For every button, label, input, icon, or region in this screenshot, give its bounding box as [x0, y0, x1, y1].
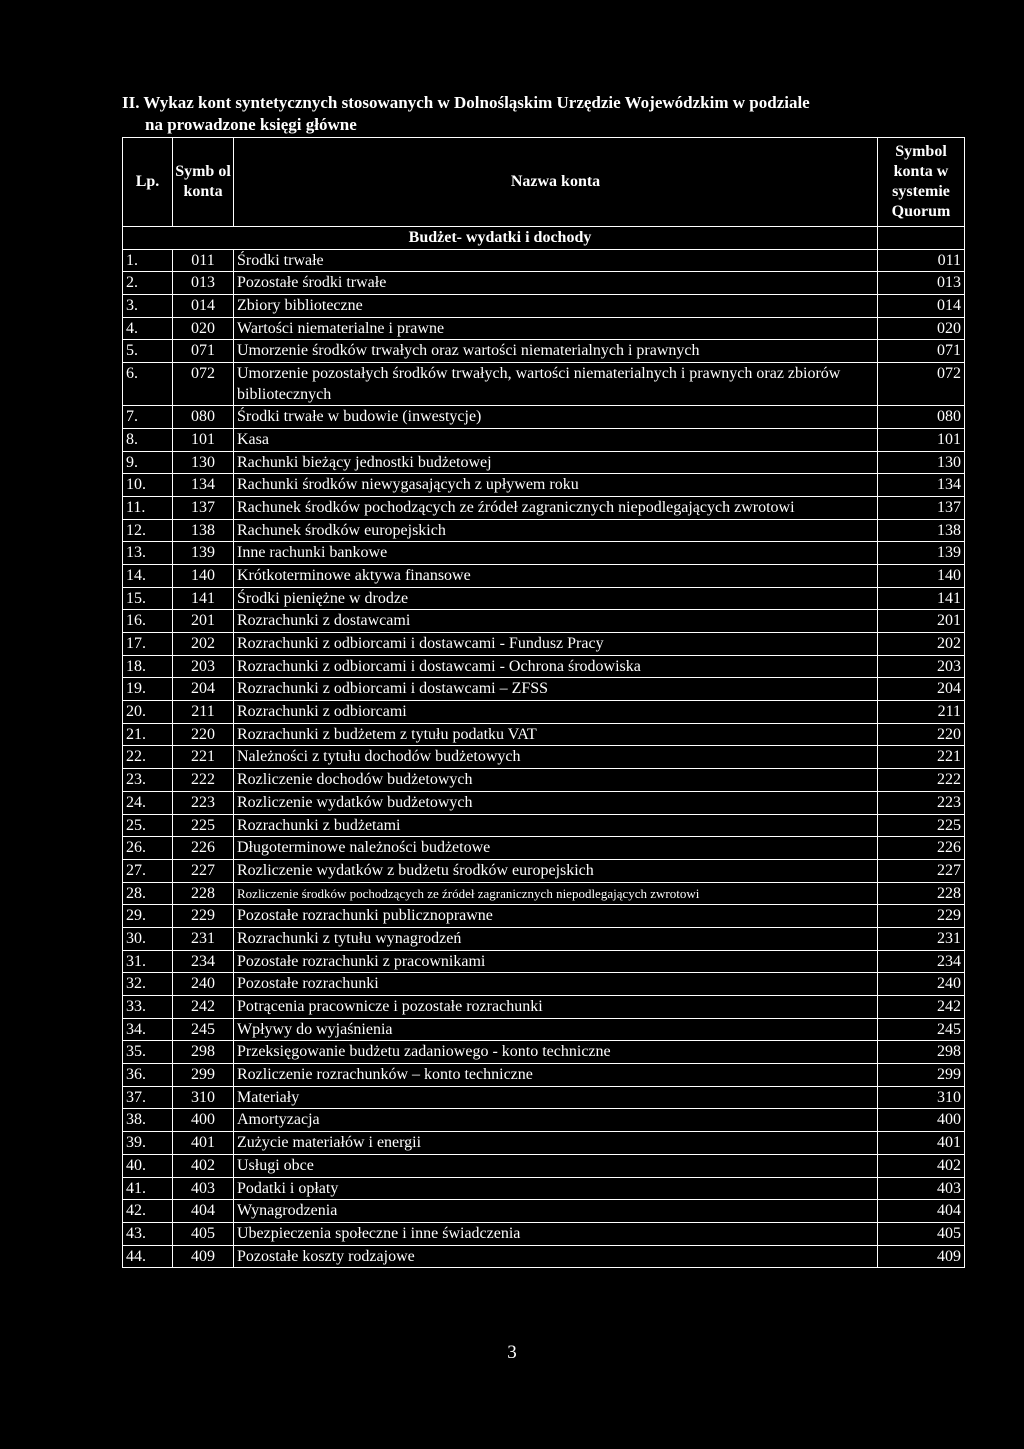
table-row — [123, 1109, 965, 1132]
table-row — [123, 905, 965, 928]
table-header-row — [123, 138, 965, 227]
row-symbol: 225 — [173, 814, 234, 837]
row-quorum-symbol: 310 — [878, 1086, 965, 1109]
row-name: Rachunki bieżący jednostki budżetowej — [234, 451, 878, 474]
table-row — [123, 610, 965, 633]
row-name: Rozliczenie wydatków budżetowych — [234, 791, 878, 814]
table-row — [123, 564, 965, 587]
table-row — [123, 723, 965, 746]
table-row — [123, 428, 965, 451]
table-row — [123, 542, 965, 565]
table-row — [123, 363, 965, 406]
row-symbol: 240 — [173, 973, 234, 996]
row-quorum-symbol: 013 — [878, 272, 965, 295]
row-symbol: 101 — [173, 428, 234, 451]
row-name: Rachunki środków niewygasających z upływem roku — [234, 474, 878, 497]
row-lp: 8. — [123, 428, 173, 451]
row-symbol: 242 — [173, 996, 234, 1019]
row-quorum-symbol: 141 — [878, 587, 965, 610]
row-name: Długoterminowe należności budżetowe — [234, 837, 878, 860]
row-lp: 11. — [123, 496, 173, 519]
row-name: Środki trwałe w budowie (inwestycje) — [234, 406, 878, 429]
row-symbol: 137 — [173, 496, 234, 519]
row-quorum-symbol: 402 — [878, 1154, 965, 1177]
row-quorum-symbol: 225 — [878, 814, 965, 837]
row-symbol: 404 — [173, 1200, 234, 1223]
row-name: Pozostałe rozrachunki publicznoprawne — [234, 905, 878, 928]
table-row — [123, 633, 965, 656]
row-symbol: 080 — [173, 406, 234, 429]
row-lp: 20. — [123, 701, 173, 724]
row-symbol: 229 — [173, 905, 234, 928]
row-lp: 35. — [123, 1041, 173, 1064]
row-name: Inne rachunki bankowe — [234, 542, 878, 565]
row-symbol: 222 — [173, 769, 234, 792]
row-lp: 39. — [123, 1132, 173, 1155]
table-row — [123, 791, 965, 814]
row-lp: 26. — [123, 837, 173, 860]
row-lp: 41. — [123, 1177, 173, 1200]
row-lp: 4. — [123, 317, 173, 340]
row-symbol: 221 — [173, 746, 234, 769]
row-symbol: 138 — [173, 519, 234, 542]
row-symbol: 140 — [173, 564, 234, 587]
row-name: Rozrachunki z budżetami — [234, 814, 878, 837]
row-name: Podatki i opłaty — [234, 1177, 878, 1200]
row-quorum-symbol: 071 — [878, 340, 965, 363]
row-name: Pozostałe rozrachunki — [234, 973, 878, 996]
row-name: Rozrachunki z dostawcami — [234, 610, 878, 633]
row-symbol: 011 — [173, 249, 234, 272]
row-quorum-symbol: 014 — [878, 295, 965, 318]
row-name: Potrącenia pracownicze i pozostałe rozrachunki — [234, 996, 878, 1019]
row-name: Rozrachunki z odbiorcami i dostawcami - Fundusz Pracy — [234, 633, 878, 656]
row-lp: 36. — [123, 1064, 173, 1087]
accounts-table — [122, 137, 965, 1268]
row-lp: 5. — [123, 340, 173, 363]
table-row — [123, 769, 965, 792]
table-row — [123, 340, 965, 363]
row-symbol: 211 — [173, 701, 234, 724]
table-row — [123, 973, 965, 996]
table-row — [123, 814, 965, 837]
row-quorum-symbol: 234 — [878, 950, 965, 973]
row-name: Wpływy do wyjaśnienia — [234, 1018, 878, 1041]
row-name: Rozliczenie rozrachunków – konto techniczne — [234, 1064, 878, 1087]
table-row — [123, 317, 965, 340]
row-lp: 24. — [123, 791, 173, 814]
row-symbol: 409 — [173, 1245, 234, 1268]
row-name: Materiały — [234, 1086, 878, 1109]
row-symbol: 204 — [173, 678, 234, 701]
row-quorum-symbol: 020 — [878, 317, 965, 340]
row-name: Rozliczenie wydatków z budżetu środków europejskich — [234, 859, 878, 882]
table-body — [123, 227, 965, 1268]
row-name: Rozliczenie dochodów budżetowych — [234, 769, 878, 792]
table-row — [123, 1018, 965, 1041]
row-name: Rozrachunki z budżetem z tytułu podatku VAT — [234, 723, 878, 746]
row-lp: 21. — [123, 723, 173, 746]
row-symbol: 402 — [173, 1154, 234, 1177]
row-quorum-symbol: 299 — [878, 1064, 965, 1087]
group-row — [123, 227, 965, 250]
row-symbol: 401 — [173, 1132, 234, 1155]
row-lp: 13. — [123, 542, 173, 565]
row-quorum-symbol: 204 — [878, 678, 965, 701]
row-lp: 34. — [123, 1018, 173, 1041]
table-row — [123, 272, 965, 295]
row-lp: 16. — [123, 610, 173, 633]
row-name: Kasa — [234, 428, 878, 451]
table-row — [123, 859, 965, 882]
row-lp: 15. — [123, 587, 173, 610]
row-quorum-symbol: 227 — [878, 859, 965, 882]
row-symbol: 014 — [173, 295, 234, 318]
row-lp: 42. — [123, 1200, 173, 1223]
row-lp: 14. — [123, 564, 173, 587]
row-quorum-symbol: 221 — [878, 746, 965, 769]
table-row — [123, 655, 965, 678]
table-row — [123, 474, 965, 497]
group-row-empty-cell — [878, 227, 965, 250]
row-lp: 29. — [123, 905, 173, 928]
row-symbol: 203 — [173, 655, 234, 678]
row-name: Ubezpieczenia społeczne i inne świadczenia — [234, 1222, 878, 1245]
table-row — [123, 837, 965, 860]
table-row — [123, 587, 965, 610]
row-symbol: 227 — [173, 859, 234, 882]
table-row — [123, 1064, 965, 1087]
row-lp: 40. — [123, 1154, 173, 1177]
row-lp: 1. — [123, 249, 173, 272]
table-row — [123, 678, 965, 701]
table-row — [123, 1154, 965, 1177]
row-lp: 33. — [123, 996, 173, 1019]
row-symbol: 141 — [173, 587, 234, 610]
row-name: Umorzenie środków trwałych oraz wartości niematerialnych i prawnych — [234, 340, 878, 363]
table-row — [123, 996, 965, 1019]
row-symbol: 405 — [173, 1222, 234, 1245]
row-name: Umorzenie pozostałych środków trwałych, wartości niematerialnych i prawnych oraz zbiorów bibliotecznych — [234, 363, 878, 406]
row-name: Rozrachunki z odbiorcami i dostawcami – ZFSS — [234, 678, 878, 701]
row-name: Rozrachunki z odbiorcami i dostawcami - Ochrona środowiska — [234, 655, 878, 678]
row-name: Wartości niematerialne i prawne — [234, 317, 878, 340]
row-quorum-symbol: 240 — [878, 973, 965, 996]
row-lp: 32. — [123, 973, 173, 996]
table-row — [123, 882, 965, 905]
column-header-quorum: Symbol konta w systemie Quorum — [878, 138, 965, 227]
row-symbol: 226 — [173, 837, 234, 860]
row-quorum-symbol: 101 — [878, 428, 965, 451]
row-symbol: 228 — [173, 882, 234, 905]
row-lp: 25. — [123, 814, 173, 837]
row-name: Wynagrodzenia — [234, 1200, 878, 1223]
row-name: Krótkoterminowe aktywa finansowe — [234, 564, 878, 587]
page-number: 3 — [507, 1342, 517, 1363]
row-name: Usługi obce — [234, 1154, 878, 1177]
row-symbol: 013 — [173, 272, 234, 295]
row-quorum-symbol: 242 — [878, 996, 965, 1019]
row-quorum-symbol: 401 — [878, 1132, 965, 1155]
row-lp: 30. — [123, 927, 173, 950]
table-row — [123, 496, 965, 519]
row-quorum-symbol: 220 — [878, 723, 965, 746]
row-quorum-symbol: 405 — [878, 1222, 965, 1245]
row-symbol: 071 — [173, 340, 234, 363]
row-lp: 43. — [123, 1222, 173, 1245]
row-quorum-symbol: 226 — [878, 837, 965, 860]
column-header-lp: Lp. — [123, 138, 173, 227]
row-quorum-symbol: 072 — [878, 363, 965, 406]
group-label: Budżet- wydatki i dochody — [123, 227, 878, 250]
table-row — [123, 950, 965, 973]
table-row — [123, 1086, 965, 1109]
row-name: Rachunek środków europejskich — [234, 519, 878, 542]
table-row — [123, 1245, 965, 1268]
column-header-name: Nazwa konta — [234, 138, 878, 227]
table-row — [123, 1041, 965, 1064]
table-row — [123, 1222, 965, 1245]
row-quorum-symbol: 400 — [878, 1109, 965, 1132]
table-row — [123, 406, 965, 429]
row-quorum-symbol: 229 — [878, 905, 965, 928]
table-row — [123, 927, 965, 950]
row-lp: 37. — [123, 1086, 173, 1109]
row-name: Rozrachunki z tytułu wynagrodzeń — [234, 927, 878, 950]
table-row — [123, 295, 965, 318]
row-quorum-symbol: 228 — [878, 882, 965, 905]
row-lp: 2. — [123, 272, 173, 295]
row-quorum-symbol: 011 — [878, 249, 965, 272]
row-quorum-symbol: 139 — [878, 542, 965, 565]
row-name: Pozostałe koszty rodzajowe — [234, 1245, 878, 1268]
row-name: Przeksięgowanie budżetu zadaniowego - konto techniczne — [234, 1041, 878, 1064]
row-quorum-symbol: 409 — [878, 1245, 965, 1268]
row-quorum-symbol: 134 — [878, 474, 965, 497]
row-name: Należności z tytułu dochodów budżetowych — [234, 746, 878, 769]
heading-line-1: II. Wykaz kont syntetycznych stosowanych w Dolnośląskim Urzędzie Wojewódzkim w podziale — [122, 93, 810, 112]
row-lp: 38. — [123, 1109, 173, 1132]
row-quorum-symbol: 138 — [878, 519, 965, 542]
row-symbol: 220 — [173, 723, 234, 746]
row-quorum-symbol: 140 — [878, 564, 965, 587]
row-name: Zużycie materiałów i energii — [234, 1132, 878, 1155]
row-name: Amortyzacja — [234, 1109, 878, 1132]
row-lp: 6. — [123, 363, 173, 406]
row-symbol: 400 — [173, 1109, 234, 1132]
row-name: Rozliczenie środków pochodzących ze źródeł zagranicznych niepodlegających zwrotowi — [234, 882, 878, 905]
row-symbol: 403 — [173, 1177, 234, 1200]
heading-line-2: na prowadzone księgi główne — [145, 115, 357, 134]
row-lp: 10. — [123, 474, 173, 497]
row-symbol: 245 — [173, 1018, 234, 1041]
row-quorum-symbol: 245 — [878, 1018, 965, 1041]
row-symbol: 299 — [173, 1064, 234, 1087]
table-row — [123, 249, 965, 272]
table-row — [123, 1177, 965, 1200]
row-name: Zbiory biblioteczne — [234, 295, 878, 318]
row-symbol: 310 — [173, 1086, 234, 1109]
row-symbol: 202 — [173, 633, 234, 656]
row-symbol: 234 — [173, 950, 234, 973]
row-lp: 3. — [123, 295, 173, 318]
row-name: Pozostałe rozrachunki z pracownikami — [234, 950, 878, 973]
column-header-symbol: Symb ol konta — [173, 138, 234, 227]
row-quorum-symbol: 080 — [878, 406, 965, 429]
row-lp: 17. — [123, 633, 173, 656]
row-symbol: 231 — [173, 927, 234, 950]
row-symbol: 134 — [173, 474, 234, 497]
row-lp: 28. — [123, 882, 173, 905]
row-symbol: 298 — [173, 1041, 234, 1064]
row-quorum-symbol: 203 — [878, 655, 965, 678]
row-lp: 7. — [123, 406, 173, 429]
table-row — [123, 746, 965, 769]
row-lp: 22. — [123, 746, 173, 769]
row-name: Środki pieniężne w drodze — [234, 587, 878, 610]
row-symbol: 020 — [173, 317, 234, 340]
row-quorum-symbol: 202 — [878, 633, 965, 656]
table-row — [123, 1200, 965, 1223]
row-lp: 9. — [123, 451, 173, 474]
table-row — [123, 451, 965, 474]
row-quorum-symbol: 223 — [878, 791, 965, 814]
table-row — [123, 701, 965, 724]
row-lp: 18. — [123, 655, 173, 678]
row-quorum-symbol: 298 — [878, 1041, 965, 1064]
row-symbol: 130 — [173, 451, 234, 474]
row-lp: 12. — [123, 519, 173, 542]
row-name: Środki trwałe — [234, 249, 878, 272]
row-name: Rozrachunki z odbiorcami — [234, 701, 878, 724]
row-quorum-symbol: 222 — [878, 769, 965, 792]
row-quorum-symbol: 211 — [878, 701, 965, 724]
row-quorum-symbol: 137 — [878, 496, 965, 519]
row-lp: 27. — [123, 859, 173, 882]
row-symbol: 201 — [173, 610, 234, 633]
row-symbol: 072 — [173, 363, 234, 406]
row-lp: 19. — [123, 678, 173, 701]
row-quorum-symbol: 201 — [878, 610, 965, 633]
row-lp: 44. — [123, 1245, 173, 1268]
row-name: Rachunek środków pochodzących ze źródeł zagranicznych niepodlegających zwrotowi — [234, 496, 878, 519]
row-lp: 31. — [123, 950, 173, 973]
row-symbol: 139 — [173, 542, 234, 565]
row-name: Pozostałe środki trwałe — [234, 272, 878, 295]
row-quorum-symbol: 403 — [878, 1177, 965, 1200]
document-heading — [122, 92, 982, 136]
table-row — [123, 519, 965, 542]
row-symbol: 223 — [173, 791, 234, 814]
row-quorum-symbol: 231 — [878, 927, 965, 950]
table-row — [123, 1132, 965, 1155]
row-quorum-symbol: 404 — [878, 1200, 965, 1223]
row-quorum-symbol: 130 — [878, 451, 965, 474]
row-lp: 23. — [123, 769, 173, 792]
